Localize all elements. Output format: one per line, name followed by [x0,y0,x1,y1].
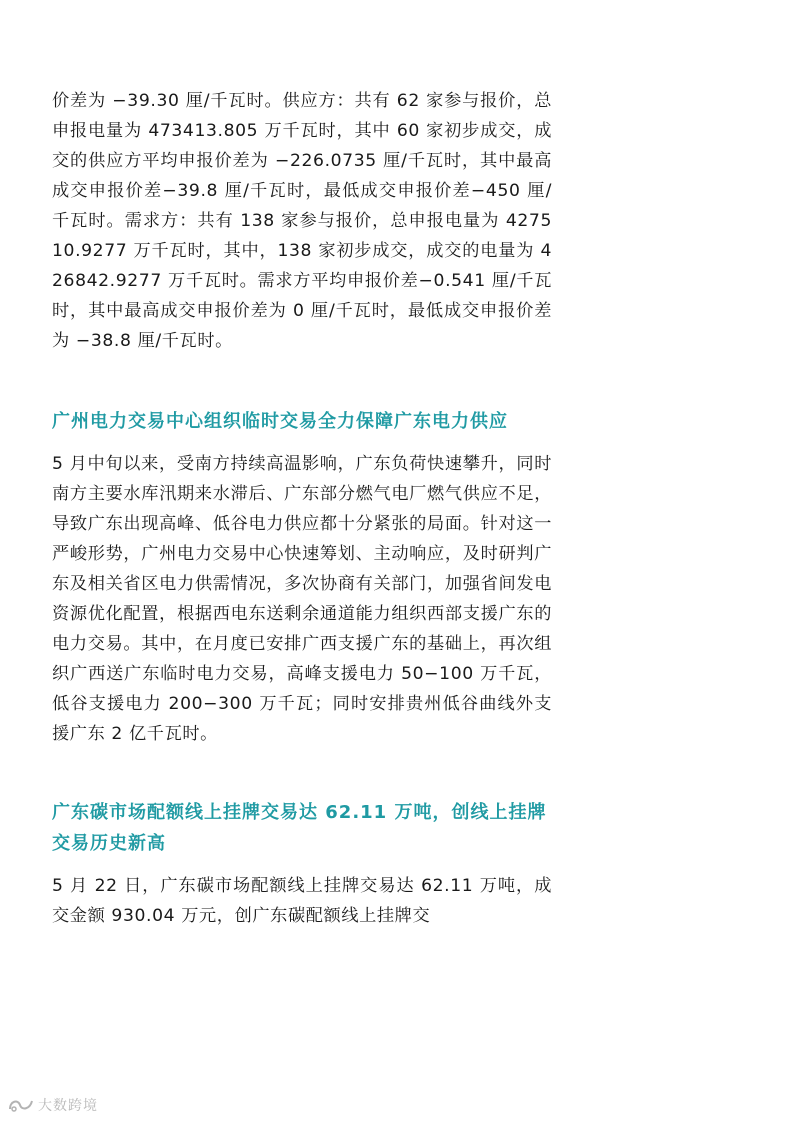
article-body [52,86,552,931]
section-heading-carbon-market: 广东碳市场配额线上挂牌交易达 62.11 万吨，创线上挂牌交易历史新高 [52,802,547,854]
brand-logo-icon [8,1097,34,1113]
paragraph-trading-results: 价差为 −39.30 厘/千瓦时。供应方：共有 62 家参与报价，总申报电量为 473413.805 万千瓦时，其中 60 家初步成交，成交的供应方平均申报价差为 −226.0735 厘/千瓦时，其中最高成交申报价差−39.8 厘/千瓦时，最低成交申报价差−450 厘/千瓦时。需求方：共有 138 家参与报价，总申报电量为 427510.9277 万千瓦时，其中，138 家初步成交，成交的电量为 426842.9277 万千瓦时。需求方平均申报价差−0.541 厘/千瓦时，其中最高成交申报价差为 0 厘/千瓦时，最低成交申报价差为 −38.8 厘/千瓦时。 [52,91,552,351]
watermark [8,1095,98,1115]
watermark-text: 大数跨境 [38,1098,98,1114]
paragraph-carbon-market: 5 月 22 日，广东碳市场配额线上挂牌交易达 62.11 万吨，成交金额 930.04 万元，创广东碳配额线上挂牌交 [52,876,552,926]
section-heading-guangzhou-power-trading: 广州电力交易中心组织临时交易全力保障广东电力供应 [52,411,508,432]
paragraph-guangdong-power-supply: 5 月中旬以来，受南方持续高温影响，广东负荷快速攀升，同时南方主要水库汛期来水滞后、广东部分燃气电厂燃气供应不足，导致广东出现高峰、低谷电力供应都十分紧张的局面。针对这一严峻形势，广州电力交易中心快速筹划、主动响应，及时研判广东及相关省区电力供需情况，多次协商有关部门，加强省间发电资源优化配置，根据西电东送剩余通道能力组织西部支援广东的电力交易。其中，在月度已安排广西支援广东的基础上，再次组织广西送广东临时电力交易，高峰支援电力 50−100 万千瓦，低谷支援电力 200−300 万千瓦；同时安排贵州低谷曲线外支援广东 2 亿千瓦时。 [52,454,552,744]
